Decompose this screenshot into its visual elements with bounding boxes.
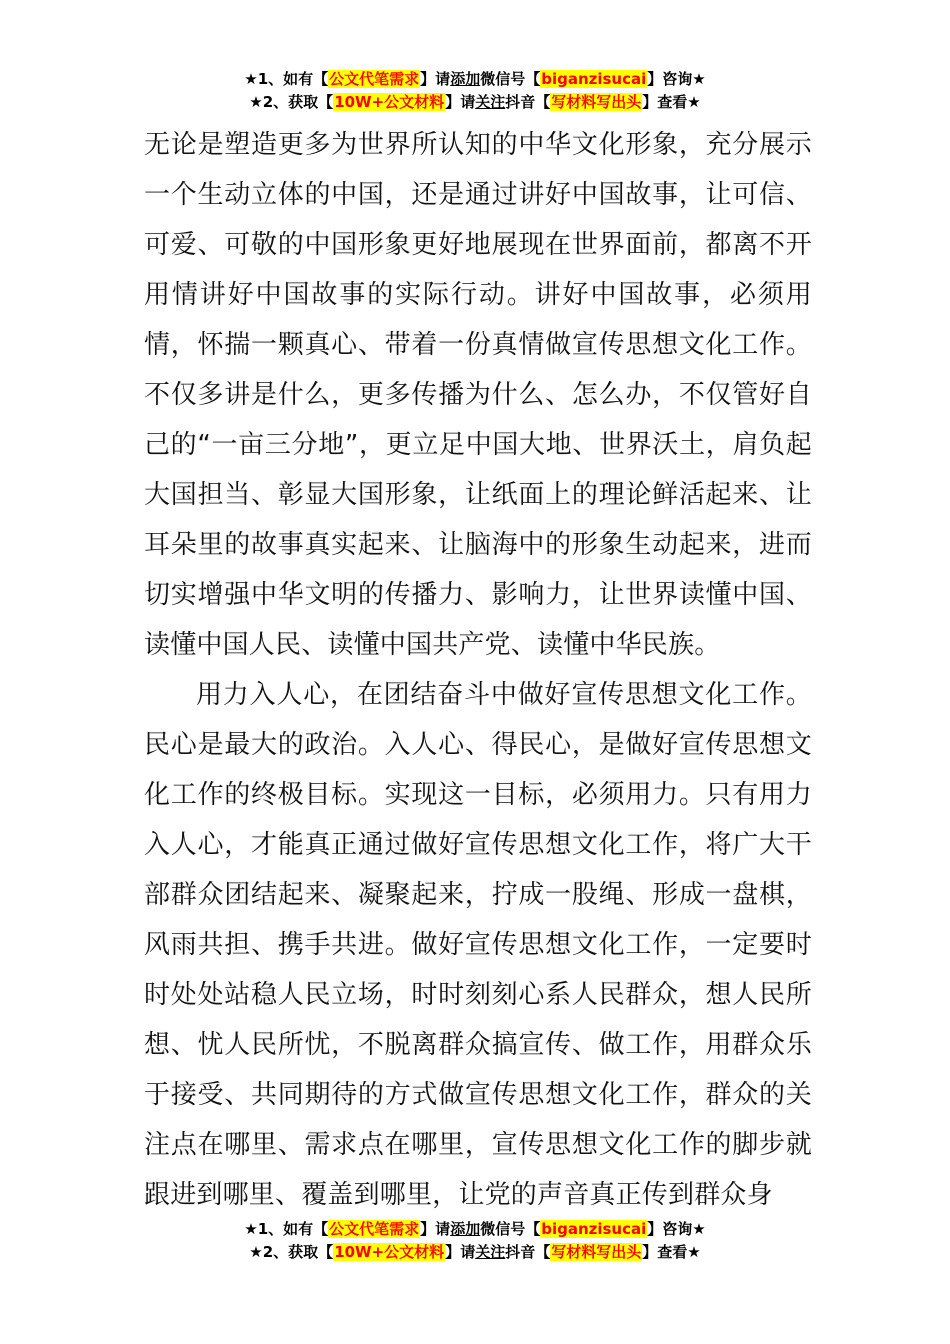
document-body bbox=[144, 120, 812, 1220]
banner-line-1 bbox=[0, 68, 950, 91]
banner-text: ★2、获取【 bbox=[249, 93, 334, 111]
banner-highlight: 写材料写出头 bbox=[551, 93, 642, 111]
banner-highlight: 10W+公文材料 bbox=[334, 1243, 445, 1261]
banner-underlined-text: 关注 bbox=[475, 93, 506, 111]
banner-text: 】请 bbox=[420, 70, 451, 88]
banner-text: 】咨询★ bbox=[647, 1220, 706, 1238]
footer-banner bbox=[0, 1218, 950, 1264]
banner-underlined-text: 添加 bbox=[450, 1220, 481, 1238]
banner-text: ★2、获取【 bbox=[249, 1243, 334, 1261]
paragraph: 无论是塑造更多为世界所认知的中华文化形象，充分展示一个生动立体的中国，还是通过讲好中国故事，让可信、可爱、可敬的中国形象更好地展现在世界面前，都离不开用情讲好中国故事的实际行动。讲好中国故事，必须用情，怀揣一颗真心、带着一份真情做宣传思想文化工作。不仅多讲是什么，更多传播为什么、怎么办，不仅管好自己的“一亩三分地”，更立足中国大地、世界沃土，肩负起大国担当、彰显大国形象，让纸面上的理论鲜活起来、让耳朵里的故事真实起来、让脑海中的形象生动起来，进而切实增强中华文明的传播力、影响力，让世界读懂中国、读懂中国人民、读懂中国共产党、读懂中华民族。 bbox=[144, 130, 812, 660]
banner-highlight: biganzisucai bbox=[541, 1220, 647, 1238]
banner-text: 微信号【 bbox=[480, 1220, 541, 1238]
banner-text: 】请 bbox=[445, 1243, 476, 1261]
banner-highlight: biganzisucai bbox=[541, 70, 647, 88]
banner-text: 抖音【 bbox=[505, 1243, 551, 1261]
banner-text: 】请 bbox=[445, 93, 476, 111]
banner-text: 】请 bbox=[420, 1220, 451, 1238]
banner-text: 】查看★ bbox=[642, 93, 701, 111]
banner-text: 抖音【 bbox=[505, 93, 551, 111]
banner-text: 】查看★ bbox=[642, 1243, 701, 1261]
banner-highlight: 10W+公文材料 bbox=[334, 93, 445, 111]
banner-line-1 bbox=[0, 1218, 950, 1241]
banner-text: 】咨询★ bbox=[647, 70, 706, 88]
banner-underlined-text: 添加 bbox=[450, 70, 481, 88]
header-banner bbox=[0, 68, 950, 114]
paragraph: 用力入人心，在团结奋斗中做好宣传思想文化工作。民心是最大的政治。入人心、得民心，是做好宣传思想文化工作的终极目标。实现这一目标，必须用力。只有用力入人心，才能真正通过做好宣传思想文化工作，将广大干部群众团结起来、凝聚起来，拧成一股绳、形成一盘棋，风雨共担、携手共进。做好宣传思想文化工作，一定要时时处处站稳人民立场，时时刻刻心系人民群众，想人民所想、忧人民所忧，不脱离群众搞宣传、做工作，用群众乐于接受、共同期待的方式做宣传思想文化工作，群众的关注点在哪里、需求点在哪里，宣传思想文化工作的脚步就跟进到哪里、覆盖到哪里，让党的声音真正传到群众身 bbox=[144, 680, 812, 1210]
banner-highlight: 写材料写出头 bbox=[551, 1243, 642, 1261]
banner-highlight: 公文代笔需求 bbox=[329, 1220, 420, 1238]
banner-line-2 bbox=[0, 91, 950, 114]
banner-underlined-text: 关注 bbox=[475, 1243, 506, 1261]
banner-line-2 bbox=[0, 1241, 950, 1264]
banner-text: ★1、如有【 bbox=[244, 70, 329, 88]
banner-highlight: 公文代笔需求 bbox=[329, 70, 420, 88]
banner-text: 微信号【 bbox=[480, 70, 541, 88]
banner-text: ★1、如有【 bbox=[244, 1220, 329, 1238]
